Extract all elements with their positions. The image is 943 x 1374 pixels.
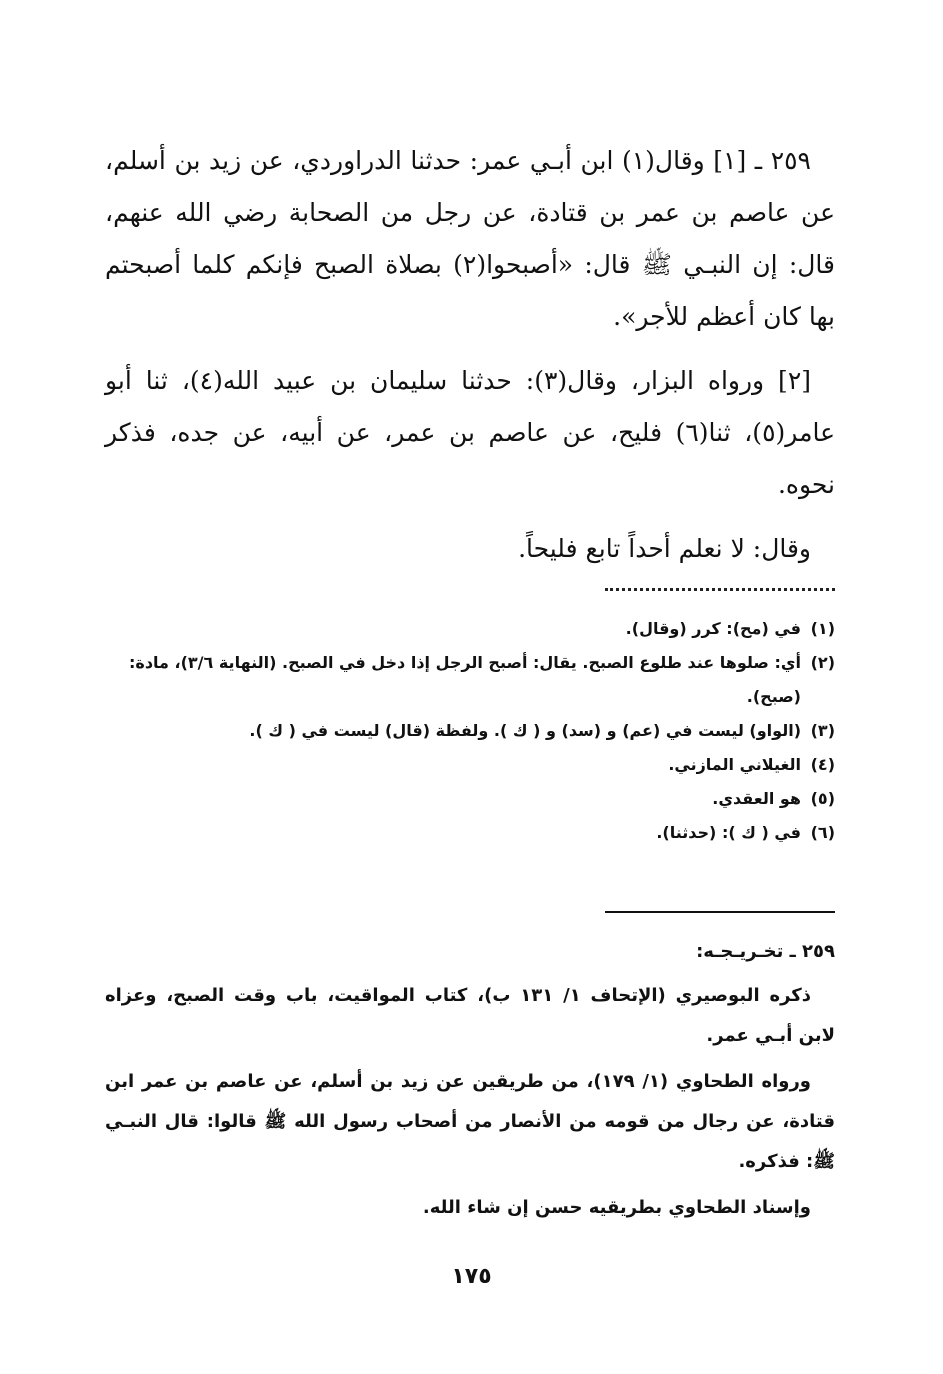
footnote: [105, 612, 835, 646]
footnote-number: (٥): [810, 789, 835, 808]
hadith-paragraph: ٢٥٩ ـ [١] وقال(١) ابن أبـي عمر: حدثنا الدراوردي، عن زيد بن أسلم، عن عاصم بن عمر بن قتادة، عن رجل من الصحابة رضي الله عنهم، قال: إن النبـي ﷺ قال: «أصبحوا(٢) بصلاة الصبح فإنكم كلما أصبحتم بها كان أعظم للأجر».: [105, 146, 835, 331]
hadith-paragraph: وقال: لا نعلم أحداً تابع فليحاً.: [518, 534, 811, 563]
footnote-text: في ( ك ): (حدثنا).: [656, 823, 801, 842]
main-text: [105, 135, 835, 587]
takhrij-heading: ٢٥٩ ـ تخـريـجـه:: [696, 941, 835, 962]
takhrij-paragraph: ورواه الطحاوي (١/ ١٧٩)، من طريقين عن زيد بن أسلم، عن عاصم بن عمر ابن قتادة، عن رجال من قومه من الأنصار من أصحاب رسول الله ﷺ قالوا: قال النبـي ﷺ: فذكره.: [105, 1071, 835, 1172]
takhrij-section: [105, 932, 835, 1234]
footnote: [105, 748, 835, 782]
footnote-text: هو العقدي.: [712, 789, 801, 808]
takhrij-paragraph: وإسناد الطحاوي بطريقيه حسن إن شاء الله.: [422, 1197, 811, 1218]
takhrij-separator: [605, 911, 835, 913]
takhrij-paragraph: ذكره البوصيري (الإتحاف ١/ ١٣١ ب)، كتاب المواقيت، باب وقت الصبح، وعزاه لابن أبـي عمر.: [105, 985, 835, 1046]
footnote: [105, 714, 835, 748]
footnote-number: (٦): [810, 823, 835, 842]
footnotes: [105, 612, 835, 850]
footnote-number: (٣): [810, 721, 835, 740]
page-number: ١٧٥: [451, 1264, 492, 1289]
footnote-text: الغيلاني المازني.: [668, 755, 801, 774]
footnote-number: (١): [810, 619, 835, 638]
footnote: [105, 816, 835, 850]
footnote-text: في (مح): كرر (وقال).: [625, 619, 801, 638]
footnote-number: (٤): [810, 755, 835, 774]
footnote: [105, 646, 835, 714]
footnote-text: أي: صلوها عند طلوع الصبح. يقال: أصبح الرجل إذا دخل في الصبح. (النهاية ٣/٦)، مادة: (صبح).: [128, 653, 801, 706]
footnote-number: (٢): [810, 653, 835, 672]
footnote-text: (الواو) ليست في (عم) و (سد) و ( ك ). ولفظة (قال) ليست في ( ك ).: [249, 721, 801, 740]
hadith-paragraph: [٢] ورواه البزار، وقال(٣): حدثنا سليمان بن عبيد الله(٤)، ثنا أبو عامر(٥)، ثنا(٦) فليح، عن عاصم بن عمر، عن أبيه، عن جده، فذكر نحوه.: [105, 366, 835, 499]
footnote-separator: [605, 588, 835, 595]
footnote: [105, 782, 835, 816]
